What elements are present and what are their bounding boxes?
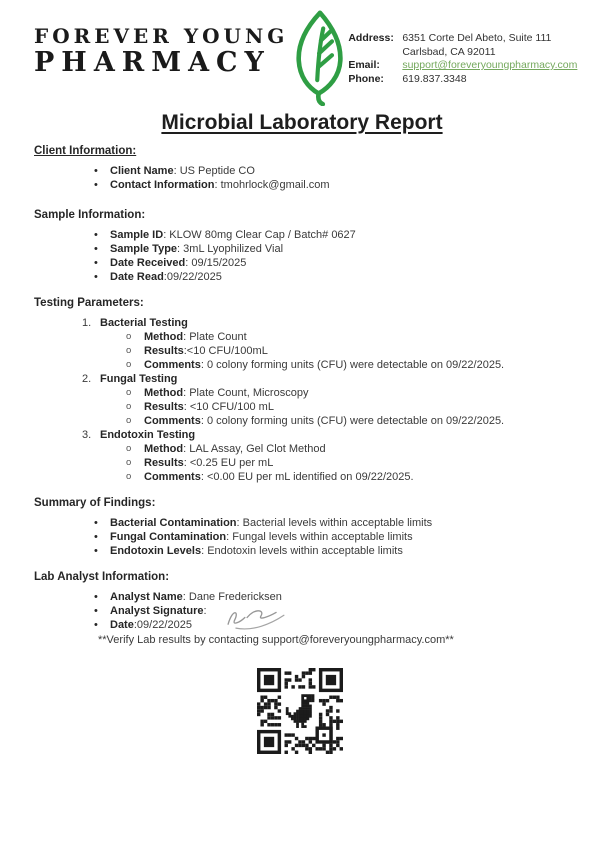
testing-list <box>34 316 570 484</box>
phone-label: Phone: <box>348 72 384 85</box>
test-detail: o Comments: 0 colony forming units (CFU) were detectable on 09/22/2025. <box>34 358 570 372</box>
list-item: • Date Read:09/22/2025 <box>34 270 570 284</box>
list-item: • Bacterial Contamination: Bacterial levels within acceptable limits <box>34 516 570 530</box>
address-row <box>348 32 577 59</box>
email-link[interactable]: support@foreveryoungpharmacy.com <box>402 59 578 71</box>
list-item: • Contact Information: tmohrlock@gmail.com <box>34 178 570 192</box>
list-item: • Fungal Contamination: Fungal levels within acceptable limits <box>34 530 570 544</box>
page-title: Microbial Laboratory Report <box>161 111 443 134</box>
email-label: Email: <box>348 59 380 71</box>
list-item: • Analyst Signature: <box>34 604 570 618</box>
test-detail: o Comments: <0.00 EU per mL identified on 09/22/2025. <box>34 470 570 484</box>
analyst-heading: Lab Analyst Information: <box>34 571 170 583</box>
verify-note: **Verify Lab results by contacting support@foreveryoungpharmacy.com** <box>98 634 454 646</box>
list-item: • Client Name: US Peptide CO <box>34 164 570 178</box>
client-section-heading-row <box>34 144 570 159</box>
summary-list <box>34 516 570 558</box>
phone-row <box>348 73 577 87</box>
list-item: • Analyst Name: Dane Fredericksen <box>34 590 570 604</box>
header <box>0 0 600 96</box>
list-item: • Date Received: 09/15/2025 <box>34 256 570 270</box>
sample-list <box>34 228 570 284</box>
address-label: Address: <box>348 32 394 44</box>
test-detail: o Comments: 0 colony forming units (CFU) were detectable on 09/22/2025. <box>34 414 570 428</box>
testing-section-heading-row <box>34 296 570 311</box>
test-detail: o Method: Plate Count, Microscopy <box>34 386 570 400</box>
qr-code <box>257 668 343 754</box>
list-item: • Sample Type: 3mL Lyophilized Vial <box>34 242 570 256</box>
client-heading: Client Information: <box>34 145 137 157</box>
list-item: • Sample ID: KLOW 80mg Clear Cap / Batch# 0627 <box>34 228 570 242</box>
test-item-title: 3. Endotoxin Testing <box>82 429 196 441</box>
testing-heading: Testing Parameters: <box>34 297 144 309</box>
test-item-title: 1. Bacterial Testing <box>82 317 188 329</box>
test-item-title: 2. Fungal Testing <box>82 373 178 385</box>
logo-text <box>34 24 288 77</box>
logo-line1: FOREVER YOUNG <box>34 24 289 48</box>
logo-line2: PHARMACY <box>34 47 271 78</box>
test-detail: o Method: LAL Assay, Gel Clot Method <box>34 442 570 456</box>
summary-heading: Summary of Findings: <box>34 497 156 509</box>
email-row <box>348 59 577 73</box>
analyst-section-heading-row <box>34 570 570 585</box>
phone-value: 619.837.3348 <box>402 72 467 85</box>
list-item: • Date:09/22/2025 <box>34 618 570 632</box>
client-list <box>34 164 570 192</box>
summary-section-heading-row <box>34 496 570 511</box>
analyst-signature-image <box>217 603 295 632</box>
contact-info <box>348 32 577 86</box>
pharmacy-logo <box>34 8 348 111</box>
test-detail: o Results: <10 CFU/100 mL <box>34 400 570 414</box>
test-detail: o Method: Plate Count <box>34 330 570 344</box>
sample-section-heading-row <box>34 208 570 223</box>
qr-code-container <box>0 668 600 754</box>
report-body <box>34 108 570 655</box>
test-detail: o Results: <0.25 EU per mL <box>34 456 570 470</box>
leaf-logo-icon <box>288 8 348 111</box>
analyst-list <box>34 590 570 647</box>
sample-heading: Sample Information: <box>34 209 146 221</box>
list-item: • Endotoxin Levels: Endotoxin levels within acceptable limits <box>34 544 570 558</box>
test-detail: o Results:<10 CFU/100mL <box>34 344 570 358</box>
address-value: 6351 Corte Del Abeto, Suite 111 Carlsbad, CA 92011 <box>402 32 552 58</box>
